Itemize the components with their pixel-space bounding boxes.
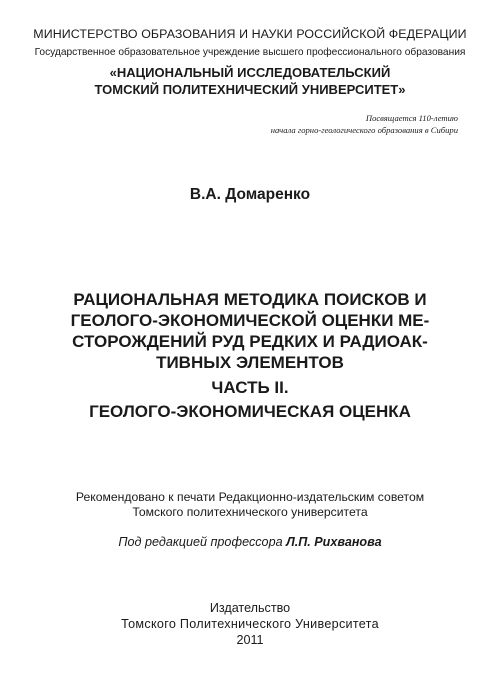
book-title-line4: ТИВНЫХ ЭЛЕМЕНТОВ	[156, 353, 344, 372]
publisher-name: Томского Политехнического Университета	[121, 617, 379, 631]
editor-prefix: Под редакцией профессора	[118, 535, 287, 549]
recommendation-line2: Томского политехнического университета	[132, 505, 368, 519]
book-title-line3: СТОРОЖДЕНИЙ РУД РЕДКИХ И РАДИОАК-	[72, 332, 428, 351]
institution-line: Государственное образовательное учреждение высшего профессионального образования	[34, 47, 466, 58]
book-title-line1: РАЦИОНАЛЬНАЯ МЕТОДИКА ПОИСКОВ И	[73, 290, 427, 309]
publisher-label: Издательство	[209, 601, 291, 615]
author-name: В.А. Домаренко	[189, 186, 311, 203]
dedication-line1: Посвящается 110-летию	[365, 113, 458, 123]
editor-name: Л.П. Рихванова	[286, 535, 382, 549]
recommendation-line1: Рекомендовано к печати Редакционно-издательским советом	[75, 490, 425, 504]
editor-credit	[0, 535, 500, 549]
university-name-line2: ТОМСКИЙ ПОЛИТЕХНИЧЕСКИЙ УНИВЕРСИТЕТ»	[94, 82, 406, 97]
book-title-line2: ГЕОЛОГО-ЭКОНОМИЧЕСКОЙ ОЦЕНКИ МЕ-	[70, 311, 430, 330]
publication-year: 2011	[236, 633, 264, 647]
book-subtitle: ГЕОЛОГО-ЭКОНОМИЧЕСКАЯ ОЦЕНКА	[89, 402, 411, 421]
university-name-line1: «НАЦИОНАЛЬНЫЙ ИССЛЕДОВАТЕЛЬСКИЙ	[109, 65, 391, 80]
ministry-heading: МИНИСТЕРСТВО ОБРАЗОВАНИЯ И НАУКИ РОССИЙСКОЙ ФЕДЕРАЦИИ	[33, 27, 467, 41]
book-part: ЧАСТЬ II.	[211, 378, 289, 397]
dedication-line2: начала горно-геологического образования в Сибири	[270, 125, 458, 135]
